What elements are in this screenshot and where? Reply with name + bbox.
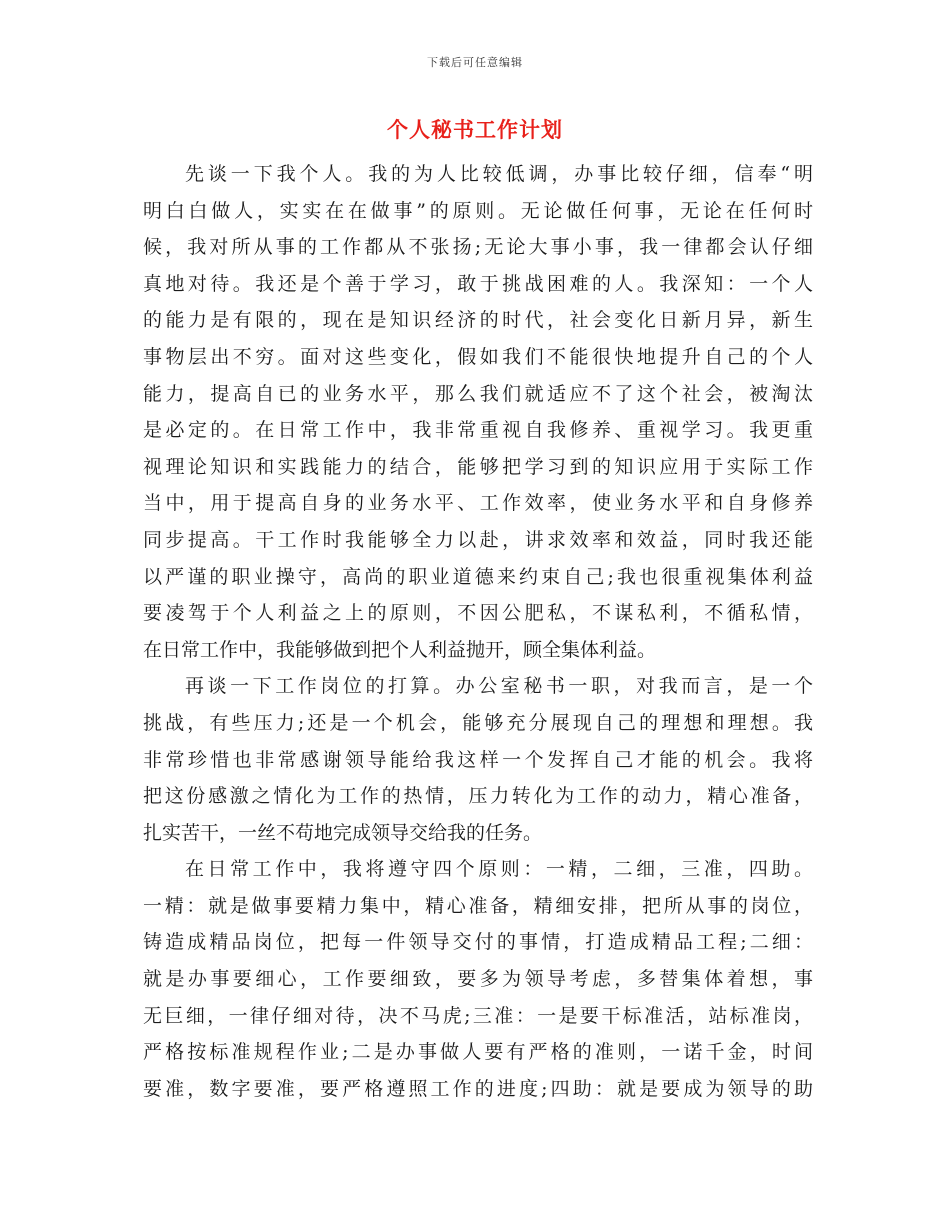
paragraph-line: 要准，数字要准，要严格遵照工作的进度;四助：就是要成为领导的助	[143, 1077, 813, 1100]
paragraph-line: 严格按标准规程作业;二是办事做人要有严格的准则，一诺千金，时间	[143, 1041, 813, 1064]
paragraph-line: 真地对待。我还是个善于学习，敢于挑战困难的人。我深知：一个人	[143, 272, 813, 295]
paragraph-line: 明白白做人，实实在在做事”的原则。无论做任何事，无论在任何时	[143, 199, 813, 222]
paragraph-line: 挑战，有些压力;还是一个机会，能够充分展现自己的理想和理想。我	[143, 711, 813, 734]
paragraph-line: 当中，用于提高自身的业务水平、工作效率，使业务水平和自身修养	[143, 492, 813, 515]
paragraph-line: 同步提高。干工作时我能够全力以赴，讲求效率和效益，同时我还能	[143, 528, 813, 551]
document-title: 个人秘书工作计划	[387, 117, 563, 142]
document-body	[143, 156, 813, 1107]
paragraph-line: 扎实苦干，一丝不苟地完成领导交给我的任务。	[143, 821, 543, 844]
paragraph-line: 的能力是有限的，现在是知识经济的时代，社会变化日新月异，新生	[143, 309, 813, 332]
paragraph-line: 就是办事要细心，工作要细致，要多为领导考虑，多替集体着想，事	[143, 968, 813, 991]
paragraph-line: 非常珍惜也非常感谢领导能给我这样一个发挥自己才能的机会。我将	[143, 748, 813, 771]
paragraph-line: 以严谨的职业操守，高尚的职业道德来约束自己;我也很重视集体利益	[143, 565, 813, 588]
paragraph-line: 事物层出不穷。面对这些变化，假如我们不能很快地提升自己的个人	[143, 345, 813, 368]
paragraph-line: 再谈一下工作岗位的打算。办公室秘书一职，对我而言，是一个	[185, 675, 813, 698]
paragraph-line: 能力，提高自已的业务水平，那么我们就适应不了这个社会，被淘汰	[143, 382, 813, 405]
download-note: 下载后可任意编辑	[427, 56, 523, 69]
paragraph-line: 要凌驾于个人利益之上的原则，不因公肥私，不谋私利，不循私情，	[143, 602, 813, 625]
paragraph-line: 一精：就是做事要精力集中，精心准备，精细安排，把所从事的岗位，	[143, 894, 813, 917]
paragraph-line: 铸造成精品岗位，把每一件领导交付的事情，打造成精品工程;二细：	[143, 931, 813, 954]
paragraph-line: 在日常工作中，我将遵守四个原则：一精，二细，三准，四助。	[185, 858, 813, 881]
paragraph-line: 视理论知识和实践能力的结合，能够把学习到的知识应用于实际工作	[143, 455, 813, 478]
paragraph-line: 是必定的。在日常工作中，我非常重视自我修养、重视学习。我更重	[143, 419, 813, 442]
paragraph-line: 先谈一下我个人。我的为人比较低调，办事比较仔细，信奉“明	[185, 163, 813, 185]
paragraph-line: 候，我对所从事的工作都从不张扬;无论大事小事，我一律都会认仔细	[143, 236, 813, 259]
paragraph-line: 在日常工作中，我能够做到把个人利益抛开，顾全集体利益。	[143, 638, 657, 661]
paragraph-line: 把这份感激之情化为工作的热情，压力转化为工作的动力，精心准备，	[143, 785, 813, 808]
paragraph-line: 无巨细，一律仔细对待，决不马虎;三准：一是要干标准活，站标准岗，	[143, 1004, 813, 1027]
